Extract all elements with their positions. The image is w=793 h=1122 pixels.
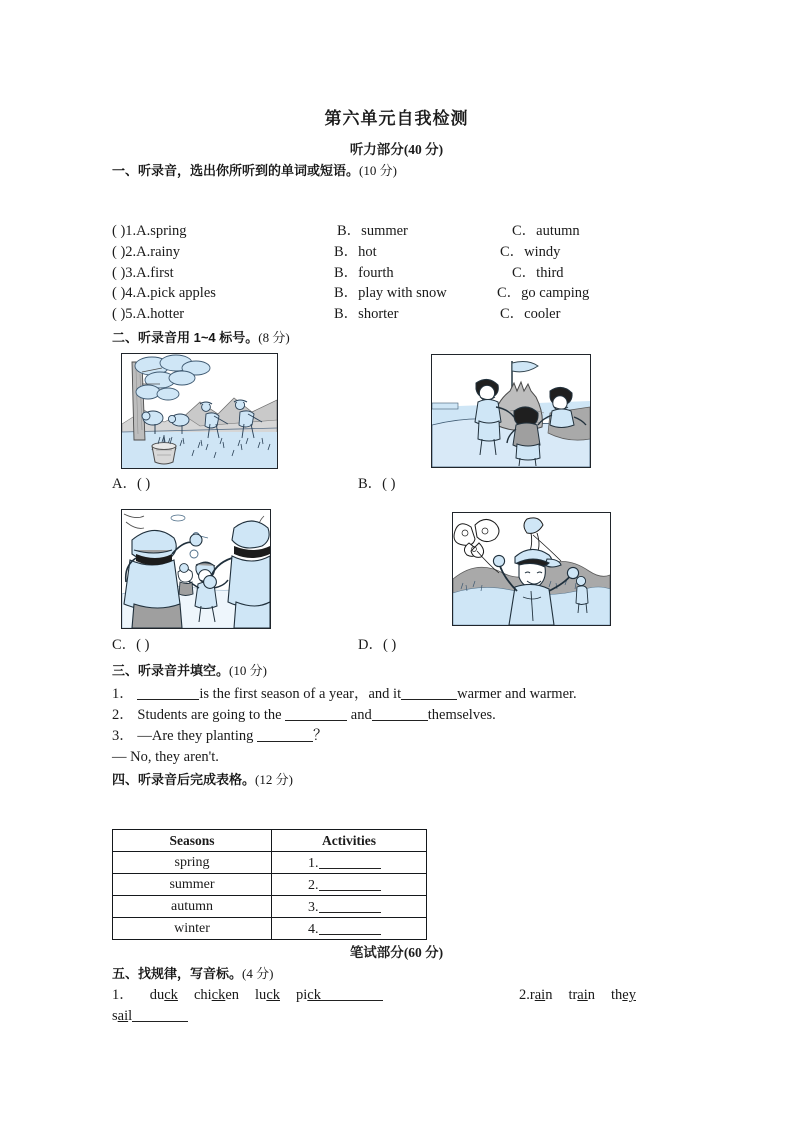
mc-number: 3.	[125, 264, 137, 281]
picture-a-answer-label[interactable]: A．( )	[112, 476, 151, 492]
table-cell-season: summer	[113, 874, 272, 896]
activity-number: 1.	[308, 855, 319, 871]
phonics-group-2-number: 2.	[519, 987, 530, 1003]
picture-d-answer-label[interactable]: D．( )	[358, 637, 397, 653]
table-row	[113, 896, 427, 918]
table-cell-season: autumn	[113, 896, 272, 918]
fill-line-1	[112, 684, 577, 705]
section-two-label: 二、听录音用 1~4 标号。	[112, 330, 259, 345]
table-cell-activity[interactable]	[272, 896, 427, 918]
phonics-word: train	[568, 987, 596, 1003]
activity-blank-input[interactable]	[319, 854, 381, 869]
picture-d-kite-flying[interactable]	[452, 512, 611, 626]
fill-line-2-text-b: and	[350, 707, 372, 723]
fill-in-blank-list	[112, 684, 577, 768]
mc-number: 2.	[125, 243, 137, 260]
table-header-row	[113, 830, 427, 852]
fill-line-3-number: 3．	[112, 728, 134, 744]
table-cell-activity[interactable]	[272, 918, 427, 940]
mc-option-a[interactable]	[112, 221, 187, 242]
mc-option-a[interactable]	[112, 263, 174, 284]
activity-blank-input[interactable]	[319, 920, 381, 935]
picture-a-planting[interactable]	[121, 353, 278, 469]
phonics-underlined-letters: ai	[117, 1008, 129, 1024]
fill-blank-input[interactable]	[372, 706, 428, 721]
section-five-heading	[112, 963, 273, 982]
section-three-heading	[112, 660, 267, 679]
picture-c-snowball-fight[interactable]	[121, 509, 271, 629]
fill-line-2-number: 2．	[112, 707, 134, 723]
seasons-activities-table	[112, 829, 427, 940]
listening-part-heading	[0, 138, 793, 158]
mc-answer-bracket[interactable]: ( )	[112, 285, 126, 302]
section-four-label: 四、听录音后完成表格。	[112, 772, 256, 787]
phonics-group-2	[519, 985, 636, 1006]
mc-option-c[interactable]: C．third	[512, 264, 564, 281]
mc-option-c[interactable]: C．autumn	[512, 223, 580, 239]
fill-line-2-text-c: themselves.	[427, 707, 496, 723]
table-row	[113, 918, 427, 940]
page-title: 第六单元自我检测	[324, 109, 469, 128]
mc-option-a[interactable]	[112, 242, 180, 263]
table-cell-activity[interactable]	[272, 852, 427, 874]
mc-a-text: A.pick apples	[136, 285, 216, 302]
mc-option-c[interactable]: C．cooler	[500, 306, 561, 323]
mc-number: 5.	[125, 306, 137, 323]
mc-answer-bracket[interactable]: ( )	[112, 264, 126, 281]
fill-line-1-text-a: is the first season of a year，and it	[199, 686, 402, 702]
phonics-underlined-letters: ck	[307, 987, 321, 1003]
phonics-underlined-letters: ck	[211, 987, 226, 1003]
fill-line-2	[112, 705, 577, 726]
fill-line-4: — No, they aren't.	[112, 749, 219, 765]
phonics-word: chicken	[193, 987, 240, 1003]
table-cell-season: winter	[113, 918, 272, 940]
mc-option-b[interactable]: B．play with snow	[334, 285, 447, 302]
mc-option-a[interactable]	[112, 304, 184, 325]
mc-option-b[interactable]: B．summer	[337, 223, 408, 239]
activity-number: 2.	[308, 877, 319, 893]
section-three-points: (10 分)	[229, 663, 267, 678]
section-three-label: 三、听录音并填空。	[112, 663, 230, 678]
phonics-underlined-letters: ey	[622, 987, 636, 1003]
fill-line-3-text-a: —Are they planting	[137, 728, 254, 744]
mc-option-b[interactable]: B．fourth	[334, 264, 394, 281]
table-cell-season: spring	[113, 852, 272, 874]
phonics-block	[112, 985, 712, 1027]
section-four-heading	[112, 769, 293, 788]
table-row	[113, 874, 427, 896]
phonics-underlined-letters: ck	[266, 987, 280, 1003]
written-part-points: (60 分)	[403, 945, 444, 960]
table-row	[113, 852, 427, 874]
table-header-activities: Activities	[272, 830, 427, 852]
mc-answer-bracket[interactable]: ( )	[112, 223, 126, 239]
mc-option-a[interactable]	[112, 283, 216, 304]
picture-b-sandcastle[interactable]	[431, 354, 591, 468]
written-part-heading	[0, 941, 793, 961]
activity-blank-input[interactable]	[319, 898, 381, 913]
fill-line-1-text-b: warmer and warmer.	[457, 686, 577, 702]
section-two-points: (8 分)	[258, 330, 290, 345]
fill-line-3-text-b: ？	[312, 728, 328, 744]
mc-number: 4.	[125, 285, 137, 302]
table-cell-activity[interactable]	[272, 874, 427, 896]
phonics-answer-blank[interactable]	[132, 1007, 188, 1022]
mc-option-c[interactable]: C．windy	[500, 243, 561, 260]
section-five-label: 五、找规律，写音标。	[112, 966, 243, 981]
activity-number: 4.	[308, 921, 319, 937]
section-four-points: (12 分)	[255, 772, 293, 787]
mc-answer-bracket[interactable]: ( )	[112, 243, 126, 260]
mc-a-text: A.spring	[136, 223, 187, 239]
fill-blank-input[interactable]	[137, 685, 199, 700]
phonics-row-2	[112, 1006, 712, 1027]
phonics-word: luck	[255, 987, 280, 1003]
phonics-underlined-letters: ai	[534, 987, 546, 1003]
phonics-underlined-letters: ck	[164, 987, 178, 1003]
phonics-answer-blank[interactable]	[321, 986, 383, 1001]
phonics-word: duck	[149, 987, 178, 1003]
mc-option-b[interactable]: B．shorter	[334, 306, 399, 323]
fill-line-2-text-a: Students are going to the	[137, 707, 282, 723]
fill-blank-input[interactable]	[401, 685, 457, 700]
phonics-row-1	[112, 985, 712, 1006]
phonics-word: pick	[296, 987, 321, 1003]
phonics-word: they	[611, 987, 636, 1003]
picture-c-answer-label[interactable]: C．( )	[112, 637, 150, 653]
fill-blank-input[interactable]	[257, 727, 313, 742]
phonics-group-1	[112, 985, 383, 1006]
section-five-points: (4 分)	[242, 966, 274, 981]
section-one-heading	[112, 160, 397, 179]
picture-b-answer-label[interactable]: B．( )	[358, 476, 396, 492]
listening-part-points: (40 分)	[403, 142, 444, 157]
mc-number: 1.	[125, 223, 137, 239]
mc-a-text: A.rainy	[136, 243, 181, 260]
fill-blank-input[interactable]	[285, 706, 347, 721]
activity-number: 3.	[308, 899, 319, 915]
written-part-label: 笔试部分	[349, 945, 404, 960]
section-one-points: (10 分)	[359, 163, 397, 178]
phonics-underlined-letters: ai	[577, 987, 588, 1003]
fill-line-3	[112, 726, 577, 747]
section-one-label: 一、听录音，选出你所听到的单词或短语。	[112, 163, 360, 178]
phonics-word: rain	[529, 987, 553, 1003]
activity-blank-input[interactable]	[319, 876, 381, 891]
mc-option-b[interactable]: B．hot	[334, 243, 377, 260]
phonics-group-1-number: 1．	[112, 987, 134, 1003]
phonics-word: sail	[112, 1008, 133, 1024]
table-header-seasons: Seasons	[113, 830, 272, 852]
mc-a-text: A.hotter	[136, 306, 185, 323]
section-two-heading	[112, 327, 290, 346]
listening-part-label: 听力部分	[349, 142, 404, 157]
mc-option-c[interactable]: C．go camping	[497, 285, 590, 302]
mc-answer-bracket[interactable]: ( )	[112, 306, 126, 323]
fill-line-1-number: 1．	[112, 686, 134, 702]
mc-a-text: A.first	[136, 264, 174, 281]
